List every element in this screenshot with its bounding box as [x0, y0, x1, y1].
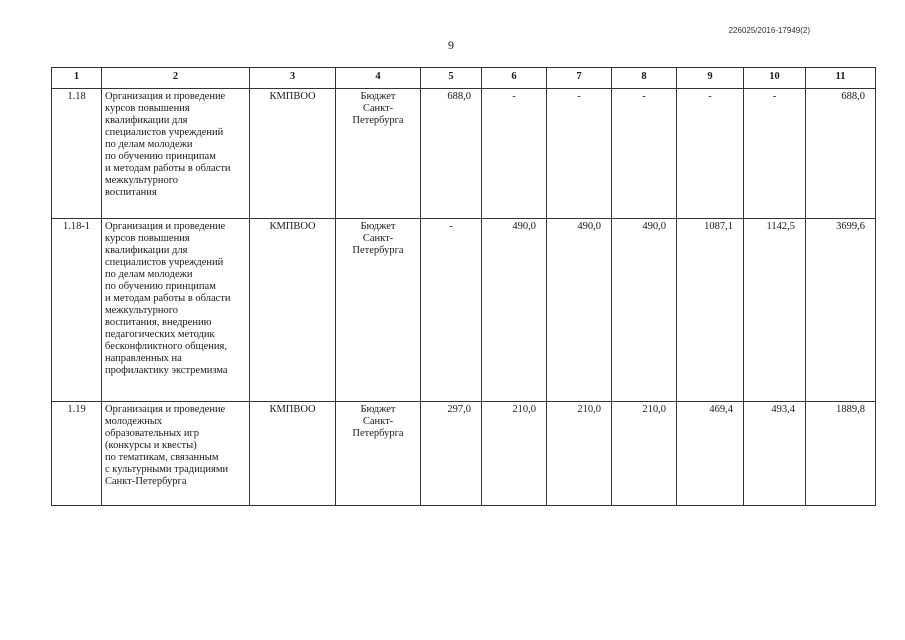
col-header-4: 4	[336, 68, 421, 89]
funding-source: Бюджет Санкт- Петербурга	[336, 219, 421, 402]
value-col-11: 1889,8	[806, 402, 876, 506]
value-col-5: -	[421, 219, 482, 402]
funding-source: Бюджет Санкт- Петербурга	[336, 89, 421, 219]
value-col-5: 688,0	[421, 89, 482, 219]
value-col-10: 493,4	[744, 402, 806, 506]
activity-name: Организация и проведение курсов повышения квалификации для специалистов учреждений по делам молодежи по обучению принципам и методам работы в области межкультурного воспитания, внедрению педагогических методик бесконфликтного общения, направленных на профилактику экстремизма	[102, 219, 250, 402]
value-col-10: 1142,5	[744, 219, 806, 402]
value-col-6: -	[482, 89, 547, 219]
funding-source: Бюджет Санкт- Петербурга	[336, 402, 421, 506]
value-col-6: 210,0	[482, 402, 547, 506]
value-col-5: 297,0	[421, 402, 482, 506]
value-col-6: 490,0	[482, 219, 547, 402]
value-col-9: 1087,1	[677, 219, 744, 402]
executor: КМПВОО	[250, 402, 336, 506]
value-col-7: 490,0	[547, 219, 612, 402]
col-header-6: 6	[482, 68, 547, 89]
col-header-3: 3	[250, 68, 336, 89]
col-header-11: 11	[806, 68, 876, 89]
value-col-7: -	[547, 89, 612, 219]
table-row	[52, 402, 876, 506]
value-col-8: 490,0	[612, 219, 677, 402]
value-col-11: 3699,6	[806, 219, 876, 402]
budget-table	[51, 67, 876, 506]
value-col-7: 210,0	[547, 402, 612, 506]
table-row	[52, 89, 876, 219]
col-header-1: 1	[52, 68, 102, 89]
row-number: 1.18	[52, 89, 102, 219]
activity-name: Организация и проведение курсов повышения квалификации для специалистов учреждений по делам молодежи по обучению принципам и методам работы в области межкультурного воспитания	[102, 89, 250, 219]
value-col-10: -	[744, 89, 806, 219]
col-header-5: 5	[421, 68, 482, 89]
value-col-9: -	[677, 89, 744, 219]
row-number: 1.18-1	[52, 219, 102, 402]
table-row	[52, 219, 876, 402]
col-header-8: 8	[612, 68, 677, 89]
executor: КМПВОО	[250, 89, 336, 219]
value-col-11: 688,0	[806, 89, 876, 219]
value-col-9: 469,4	[677, 402, 744, 506]
header-row	[52, 68, 876, 89]
col-header-2: 2	[102, 68, 250, 89]
value-col-8: -	[612, 89, 677, 219]
col-header-10: 10	[744, 68, 806, 89]
col-header-7: 7	[547, 68, 612, 89]
document-id: 226025/2016-17949(2)	[728, 26, 810, 35]
activity-name: Организация и проведение молодежных образовательных игр (конкурсы и квесты) по тематикам, связанным с культурными традициями Санкт-Петербурга	[102, 402, 250, 506]
executor: КМПВОО	[250, 219, 336, 402]
page-number: 9	[448, 38, 454, 52]
value-col-8: 210,0	[612, 402, 677, 506]
col-header-9: 9	[677, 68, 744, 89]
row-number: 1.19	[52, 402, 102, 506]
